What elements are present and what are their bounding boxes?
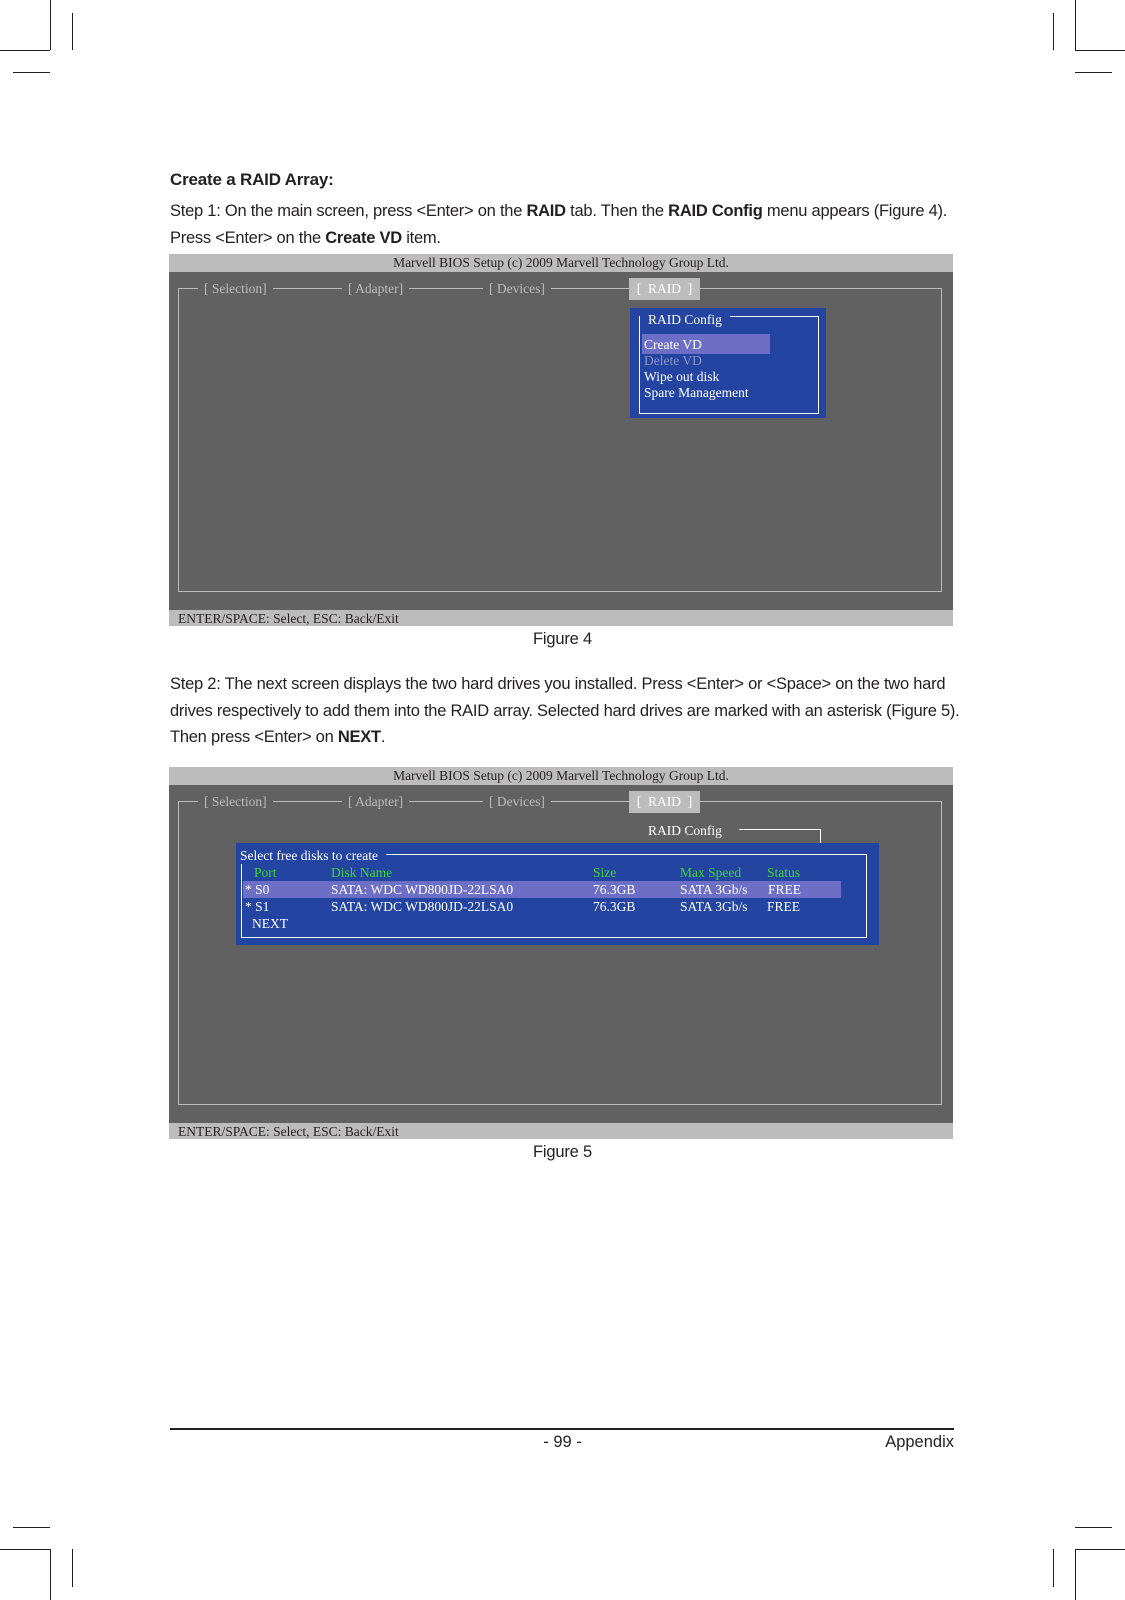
menu-title: RAID Config (640, 312, 730, 328)
cell-disk-name: SATA: WDC WD800JD-22LSA0 (331, 882, 514, 897)
col-size: Size (593, 865, 617, 880)
step1-bold-raid: RAID (526, 202, 566, 220)
cell-port: * S0 (245, 882, 270, 897)
menu-item-delete-vd[interactable]: Delete VD (644, 353, 702, 368)
step2-paragraph (170, 671, 960, 751)
cell-disk-name: SATA: WDC WD800JD-22LSA0 (331, 899, 514, 914)
step2-text-b: . (380, 728, 386, 746)
page-number: - 99 - (543, 1433, 582, 1451)
step1-text-d: Press <Enter> on the (170, 228, 326, 247)
bios-frame (178, 288, 942, 592)
step1-paragraph (170, 198, 960, 251)
section-name: Appendix (885, 1433, 954, 1451)
tab-adapter[interactable]: [ Adapter] (342, 281, 409, 297)
select-disks-dialog (236, 843, 879, 945)
tab-raid[interactable]: [ RAID ] (629, 791, 700, 813)
next-label: NEXT (252, 916, 288, 931)
menu-item-wipe-out-disk[interactable]: Wipe out disk (644, 369, 720, 384)
step2-bold-next: NEXT (337, 728, 381, 746)
step1-text-c: menu appears (Figure 4). (762, 202, 948, 220)
tab-raid[interactable]: [ RAID ] (629, 278, 700, 300)
footer-rule (170, 1428, 954, 1430)
col-port: Port (254, 865, 277, 880)
figure5-caption: Figure 5 (533, 1143, 592, 1161)
step1-bold-create-vd: Create VD (325, 228, 402, 247)
next-option[interactable] (243, 915, 841, 932)
step1-text-e: item. (401, 228, 441, 247)
bios-title-bar: Marvell BIOS Setup (c) 2009 Marvell Technology Group Ltd. (169, 767, 953, 785)
cell-status: FREE (767, 899, 801, 914)
cell-status: FREE (768, 882, 802, 897)
cell-port: * S1 (245, 899, 270, 914)
raid-config-menu (630, 308, 826, 418)
col-status: Status (767, 865, 801, 880)
bios-status-bar: ENTER/SPACE: Select, ESC: Back/Exit (169, 1123, 953, 1139)
cell-size: 76.3GB (593, 882, 636, 897)
dialog-title: Select free disks to create (238, 848, 386, 864)
tab-selection[interactable]: [ Selection] (198, 281, 273, 297)
section-heading: Create a RAID Array: (170, 170, 334, 189)
bios-screen-figure5 (169, 767, 953, 1139)
bios-screen-figure4 (169, 254, 953, 626)
disk-table-header (243, 864, 841, 881)
step1-text-a: Step 1: On the main screen, press <Enter> on the (170, 202, 527, 220)
figure4-caption: Figure 4 (533, 630, 592, 648)
disk-row-s1[interactable] (243, 898, 841, 915)
cell-size: 76.3GB (593, 899, 636, 914)
bios-title-bar: Marvell BIOS Setup (c) 2009 Marvell Technology Group Ltd. (169, 254, 953, 272)
disk-row-s0[interactable] (243, 881, 841, 898)
menu-title: RAID Config (648, 823, 722, 838)
menu-item-create-vd[interactable]: Create VD (642, 334, 770, 354)
tab-adapter[interactable]: [ Adapter] (342, 794, 409, 810)
tab-selection[interactable]: [ Selection] (198, 794, 273, 810)
col-disk-name: Disk Name (331, 865, 393, 880)
step2-text-a: Step 2: The next screen displays the two hard drives you installed. Press <Enter> or <Space> on the two hard drives respectively to add them into the RAID array. Selected hard drives are marked with an asterisk (Figure 5). Then press <Enter> on (170, 675, 960, 746)
menu-item-spare-management[interactable]: Spare Management (644, 385, 749, 400)
tab-devices[interactable]: [ Devices] (483, 281, 551, 297)
step1-text-b: tab. Then the (565, 202, 669, 220)
tab-devices[interactable]: [ Devices] (483, 794, 551, 810)
cell-max-speed: SATA 3Gb/s (680, 882, 748, 897)
col-max-speed: Max Speed (680, 865, 742, 880)
step1-bold-raid-config: RAID Config (668, 202, 763, 220)
cell-max-speed: SATA 3Gb/s (680, 899, 748, 914)
bios-status-bar: ENTER/SPACE: Select, ESC: Back/Exit (169, 610, 953, 626)
